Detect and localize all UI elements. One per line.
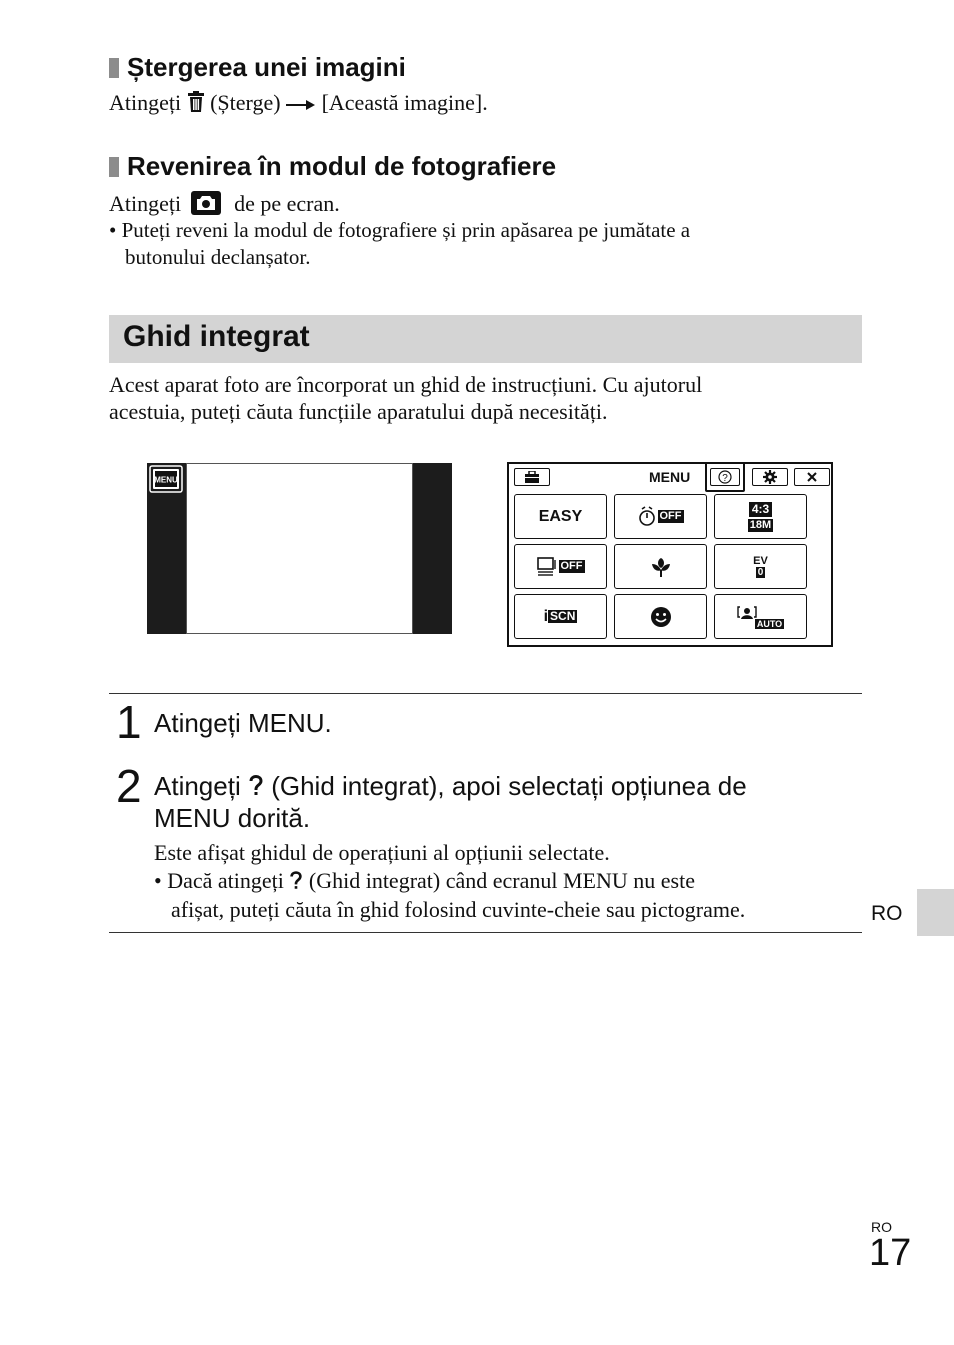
menu-icon-label: MENU	[154, 475, 178, 485]
step-1-number: 1	[116, 696, 142, 748]
tile-easy-mode[interactable]	[514, 494, 607, 539]
return-bullet-line2: butonului declanșator.	[125, 245, 311, 269]
close-button[interactable]	[794, 468, 830, 486]
tile-face-detection[interactable]	[714, 594, 807, 639]
self-timer-off-label: OFF	[659, 510, 682, 522]
step-2-detail-bullet	[154, 868, 695, 897]
ev-label: EV	[753, 555, 768, 567]
macro-flower-icon	[650, 556, 672, 578]
language-side-tab	[917, 889, 954, 936]
ev-value: 0	[757, 567, 764, 578]
toolbox-button[interactable]	[514, 468, 550, 486]
auto-label: AUTO	[756, 618, 783, 629]
footer-lang: RO	[871, 1219, 892, 1235]
gear-icon	[763, 470, 777, 484]
intro-line1: Acest aparat foto are încorporat un ghid de instrucțiuni. Cu ajutorul	[109, 372, 703, 397]
step-2-detail-line1: Este afișat ghidul de operațiuni al opțiunii selectate.	[154, 840, 610, 865]
heading-return-shooting	[109, 151, 556, 182]
return-instruction-post: de pe ecran.	[234, 191, 340, 216]
delete-instruction-pre: Atingeți	[109, 90, 182, 115]
tile-scene-selection[interactable]	[514, 594, 607, 639]
toolbox-icon	[524, 471, 540, 483]
delete-instruction	[109, 89, 488, 119]
trash-icon	[187, 91, 205, 119]
intro-line2: acestuia, puteți căuta funcțiile aparatului după necesități.	[109, 399, 608, 424]
steps-bottom-rule	[109, 932, 862, 933]
return-instruction-pre: Atingeți	[109, 191, 182, 216]
tile-self-timer[interactable]	[614, 494, 707, 539]
intelligent-i-icon: i	[543, 607, 549, 625]
return-bullet-line1: • Puteți reveni la modul de fotografiere și prin apăsarea pe jumătate a	[109, 218, 691, 242]
delete-instruction-mid: (Șterge)	[210, 90, 281, 115]
step-2-line1	[154, 770, 747, 804]
self-timer-icon	[638, 506, 658, 528]
heading-return-text: Revenirea în modul de fotografiere	[127, 151, 557, 181]
step-2-text-post: (Ghid integrat), apoi selectați opțiunea de	[271, 771, 747, 801]
image-size-label: 18M	[749, 518, 772, 531]
steps-top-rule	[109, 693, 862, 694]
smile-icon	[650, 606, 672, 628]
menu-button[interactable]	[147, 463, 185, 494]
question-mark-icon	[248, 772, 264, 804]
scene-label: SCN	[550, 609, 576, 623]
heading-marker	[109, 58, 119, 78]
heading-marker	[109, 157, 119, 177]
section-banner	[109, 315, 862, 363]
aspect-ratio-label: 4:3	[749, 502, 772, 517]
display-off-label: OFF	[560, 560, 583, 572]
tile-smile-shutter[interactable]	[614, 594, 707, 639]
screen-preview-area	[186, 463, 413, 634]
svg-text:?: ?	[722, 473, 728, 484]
settings-button[interactable]	[752, 468, 788, 486]
arrow-right-icon	[286, 91, 316, 118]
heading-delete-text: Ștergerea unei imagini	[127, 52, 406, 82]
tile-image-size[interactable]	[714, 494, 807, 539]
bullet-pre: • Dacă atingeți	[154, 868, 284, 893]
easy-label: EASY	[538, 507, 583, 525]
menu-title: MENU	[649, 469, 691, 485]
step-2-line2: MENU dorită.	[154, 803, 311, 833]
help-icon	[718, 470, 732, 484]
close-icon	[807, 472, 817, 482]
tile-macro[interactable]	[614, 544, 707, 589]
help-guide-button[interactable]	[705, 462, 745, 492]
step-2-text-pre: Atingeți	[154, 771, 241, 801]
page-number: 17	[869, 1232, 912, 1274]
step-1-text: Atingeți MENU.	[154, 708, 332, 738]
bullet-post: (Ghid integrat) când ecranul MENU nu este	[308, 868, 695, 893]
tile-exposure-compensation[interactable]	[714, 544, 807, 589]
section-banner-title: Ghid integrat	[123, 320, 310, 353]
question-mark-icon	[289, 869, 303, 897]
heading-delete-image	[109, 52, 406, 83]
language-side-label: RO	[871, 902, 903, 925]
camera-screen-shooting	[147, 463, 452, 634]
step-2-number: 2	[116, 760, 142, 812]
step-2-detail-bullet-line2: afișat, puteți căuta în ghid folosind cuvinte-cheie sau pictograme.	[171, 897, 746, 922]
delete-instruction-post: [Această imagine].	[321, 90, 488, 115]
display-icon	[537, 556, 559, 578]
camera-screen-menu	[507, 462, 833, 647]
tile-display-mode[interactable]	[514, 544, 607, 589]
